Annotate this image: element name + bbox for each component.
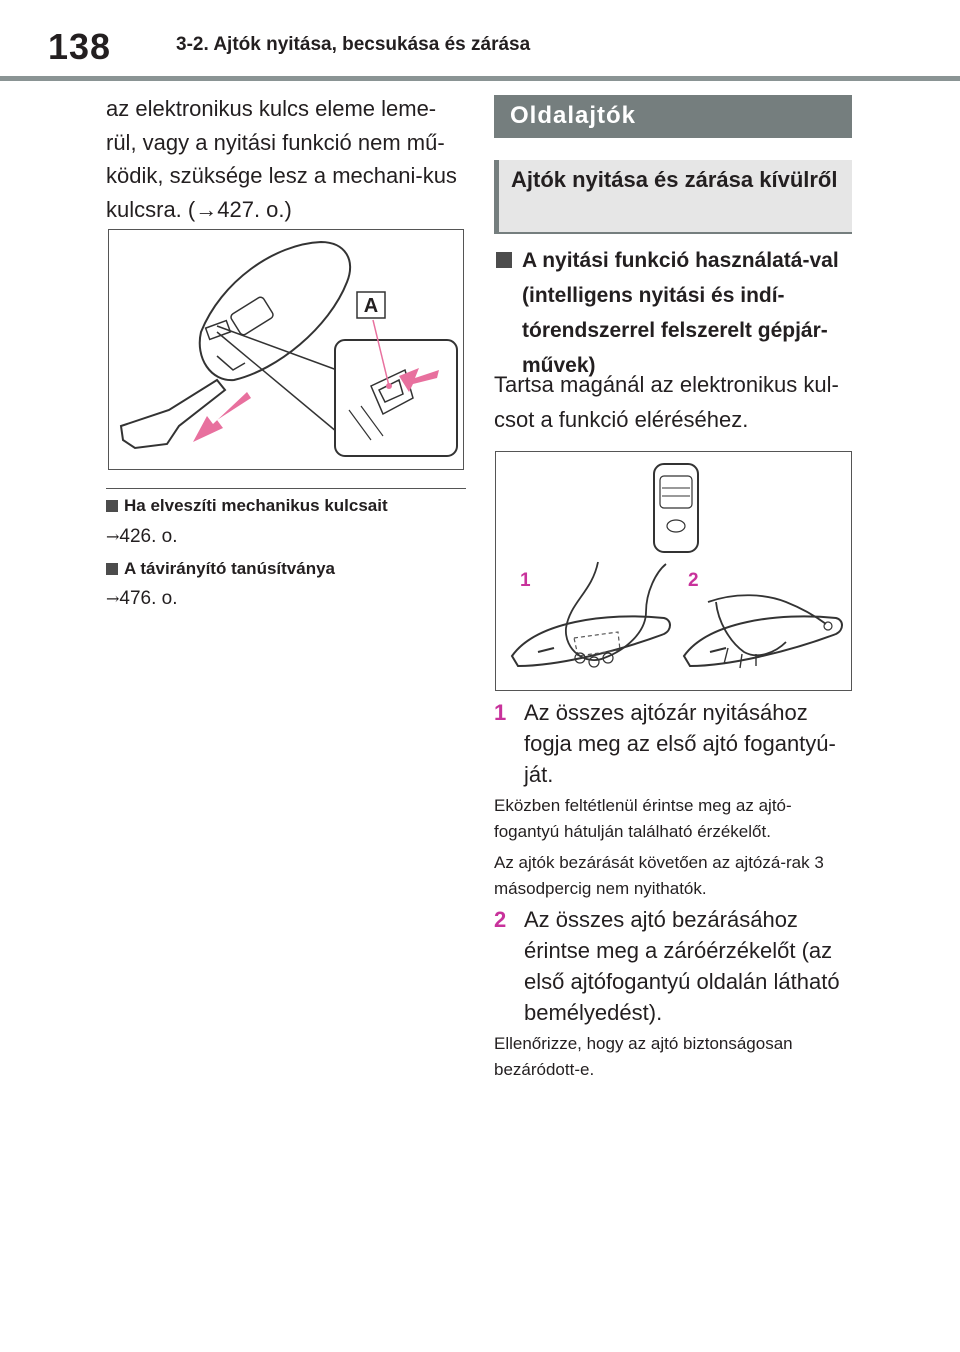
- door-handle-2: [684, 616, 842, 666]
- step-1-note-2: Az ajtók bezárását követően az ajtózá-rak 3 másodpercig nem nyithatók.: [494, 853, 824, 898]
- smart-entry-body: Tartsa magánál az elektronikus kul-csot a funkció eléréséhez.: [494, 372, 839, 432]
- step-number: 1: [494, 700, 507, 725]
- label-a: A: [363, 295, 379, 317]
- main-heading: Oldalajtók: [494, 95, 852, 138]
- key-illustration: [109, 230, 463, 469]
- step-2: [494, 904, 854, 1028]
- square-bullet-icon: [496, 252, 512, 268]
- lost-key-reference: →426. o.: [106, 526, 178, 547]
- step-number: 2: [494, 907, 507, 932]
- intro-paragraph: az elektronikus kulcs eleme leme-rül, vagy a nyitási funkció nem mű-ködik, szüksége lesz a mechani-kus kulcsra. (→427. o.): [106, 96, 457, 222]
- header-rule: [0, 76, 960, 81]
- smart-entry-heading: A nyitási funkció használatá-val (intelligens nyitási és indí-tórendszerrel felszerelt gépjár-művek): [494, 243, 854, 383]
- section-title: 3-2. Ajtók nyitása, becsukása és zárása: [176, 34, 531, 55]
- key-figure: [108, 229, 464, 470]
- detail-inset: [335, 340, 457, 456]
- certificate-reference: →476. o.: [106, 588, 178, 609]
- mechanical-key: [121, 380, 225, 448]
- step-2-note: Ellenőrizze, hogy az ajtó biztonságosan bezáródott-e.: [494, 1034, 793, 1079]
- certificate-heading: A távirányító tanúsítványa: [106, 559, 335, 579]
- section-divider: [106, 488, 466, 489]
- remote-key-body: [200, 242, 350, 380]
- lost-key-heading: Ha elveszíti mechanikus kulcsait: [106, 496, 388, 516]
- door-handle-illustration: [496, 452, 851, 690]
- arrow-icon: →: [106, 527, 120, 546]
- step-text: Az összes ajtó bezárásához érintse meg a záróérzékelőt (az első ajtófogantyú oldalán látható bemélyedést).: [524, 907, 840, 1025]
- step-1-note-1: Eközben feltétlenül érintse meg az ajtó-fogantyú hátulján található érzékelőt.: [494, 796, 792, 841]
- square-bullet-icon: [106, 500, 118, 512]
- step-1: [494, 697, 854, 790]
- square-bullet-icon: [106, 563, 118, 575]
- figure-label-2: 2: [688, 570, 699, 591]
- figure-label-1: 1: [520, 570, 531, 591]
- arrow-icon: →: [106, 589, 120, 608]
- step-text: Az összes ajtózár nyitásához fogja meg az első ajtó fogantyú-ját.: [524, 700, 836, 787]
- sub-heading: Ajtók nyitása és zárása kívülről: [494, 160, 852, 234]
- page-number: 138: [48, 26, 112, 67]
- door-handle-figure: [495, 451, 852, 691]
